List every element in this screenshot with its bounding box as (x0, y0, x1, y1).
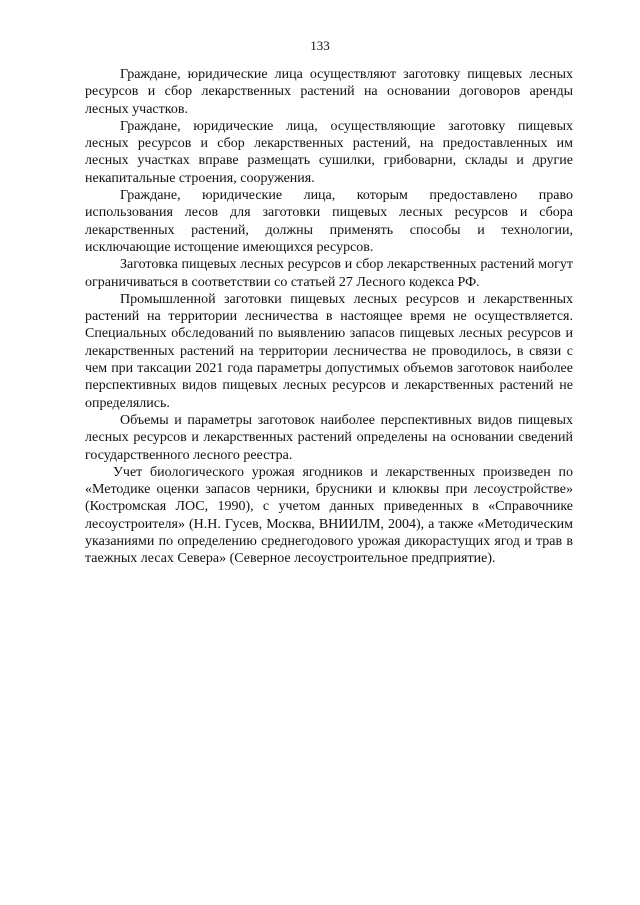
paragraph-harvest-basis: Граждане, юридические лица осуществляют заготовку пищевых лесных ресурсов и сбор лекарственных растений на основании договоров аренды лесных участков. (85, 67, 573, 117)
paragraph-restrictions: Заготовка пищевых лесных ресурсов и сбор лекарственных растений могут ограничиваться в соответствии со статьей 27 Лесного кодекса РФ. (85, 257, 573, 290)
paragraph-technologies: Граждане, юридические лица, которым предоставлено право использования лесов для заготовки пищевых лесных ресурсов и сбора лекарственных растений, должны применять способы и технологии, исключающие истощение имеющихся ресурсов. (85, 188, 573, 255)
paragraph-yield-accounting: Учет биологического урожая ягодников и лекарственных произведен по «Методике оценки запасов черники, брусники и клюквы при лесоустройстве» (Костромская ЛОС, 1990), с учетом данных приведенных в «Справочнике лесоустроителя» (Н.Н. Гусев, Москва, ВНИИЛМ, 2004), а также «Методическим указаниями по определению среднегодового урожая дикорастущих ягод и трав в таежных лесах Севера» (Северное лесоустроительное предприятие). (85, 464, 573, 567)
page-number: 133 (310, 38, 330, 53)
paragraph-volumes: Объемы и параметры заготовок наиболее перспективных видов пищевых лесных ресурсов и лекарственных растений определены на основании сведений государственного лесного реестра. (85, 412, 573, 463)
paragraph-temporary-structures: Граждане, юридические лица, осуществляющие заготовку пищевых лесных ресурсов и сбор лекарственных растений, на предоставленных им лесных участках вправе размещать сушилки, грибоварни, склады и другие некапитальные строения, сооружения. (85, 118, 573, 186)
document-body (85, 66, 573, 568)
paragraph-industrial-harvest: Промышленной заготовки пищевых лесных ресурсов и лекарственных растений на территории лесничества в настоящее время не осуществляется. Специальных обследований по выявлению запасов пищевых лесных ресурсов и лекарственных растений на территории лесничества не проводилось, в связи с чем при таксации 2021 года параметры допустимых объемов заготовок наиболее перспективных видов пищевых лесных ресурсов и лекарственных растений не определялись. (85, 291, 573, 411)
